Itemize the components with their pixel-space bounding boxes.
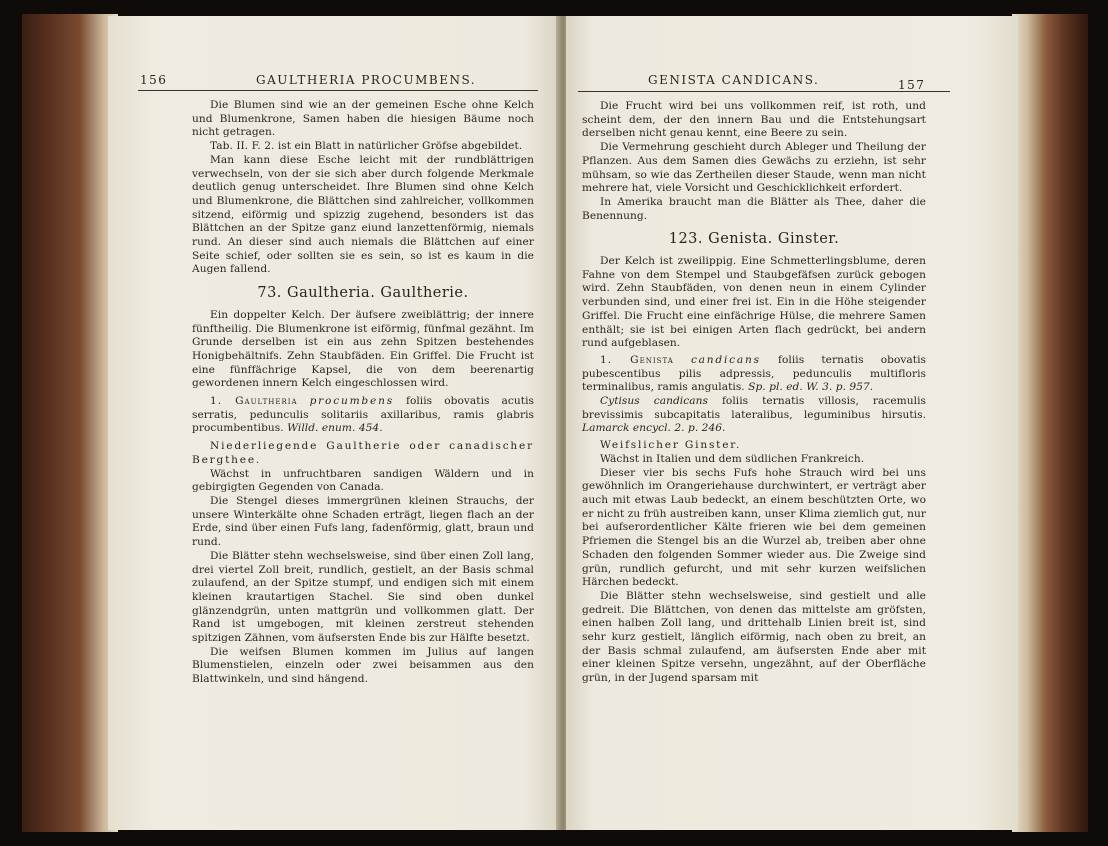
left-paragraph: Die Blumen sind wie an der gemeinen Esche ohne Kelch und Blumenkrone, Samen haben die hiesigen Bäume noch nicht getragen.: [192, 99, 534, 139]
species-text: foliis ternatis obovatis pubescentibus pilis adpressis, pedunculis multifloris terminalibus, ramis angulatis.: [582, 353, 927, 394]
species-lead: 1. Gaultheria: [210, 395, 298, 408]
right-body: [582, 100, 926, 686]
left-species-entry: [192, 395, 534, 436]
book-binding-left: [22, 14, 118, 832]
left-paragraph: Wächst in unfruchtbaren sandigen Wäldern und in gebirgigten Gegenden von Canada.: [192, 467, 534, 494]
synonym-name: Cytisus candicans: [600, 395, 708, 408]
species-text: foliis obovatis acutis serratis, pedunculis solitariis axillaribus, ramis glabris procumbentibus.: [192, 395, 534, 435]
left-paragraph: Die weifsen Blumen kommen im Julius auf langen Blumenstielen, einzeln oder zwei beisammen aus den Blattwinkeln, und sind hängend.: [192, 645, 534, 686]
right-page: [566, 16, 1018, 830]
synonym-text: foliis ternatis villosis, racemulis brevissimis subcapitatis lateralibus, leguminibus hirsutis.: [582, 395, 927, 421]
left-common-name: Niederliegende Gaultherie oder canadischer Bergthee.: [192, 440, 534, 466]
right-paragraph: Die Vermehrung geschieht durch Ableger und Theilung der Pflanzen. Aus dem Samen dies Gewächs zu erziehn, ist sehr mühsam, so wie das Zertheilen dieser Staude, wenn man nicht mehrere hat, viele Vorsicht und Geschicklichkeit erfordert.: [582, 141, 926, 195]
left-body: [192, 99, 534, 687]
species-ref: Sp. pl. ed. W. 3. p. 957.: [748, 381, 874, 394]
right-paragraph: Dieser vier bis sechs Fufs hohe Strauch wird bei uns gewöhnlich im Orangeriehause durchwintert, er verträgt aber auch mit etwas Laub bedeckt, an einem beschützten Orte, wo er nicht zu früh austreiben kann, unser Klima ziemlich gut, nur bei aufserordentlicher Kälte frieren wie bei dem gemeinen Pfriemen die Stengel bis an die Wurzel ab, treiben aber ohne Schaden den folgenden Sommer wieder aus. Die Zweige sind grün, rundlich gefurcht, und mit sehr kurzen weifslichen Härchen bedeckt.: [582, 466, 926, 589]
right-paragraph: Die Frucht wird bei uns vollkommen reif, ist roth, und scheint dem, der den innern Bau und die Entstehungsart derselben nicht genau kennt, eine Beere zu sein.: [582, 100, 926, 140]
right-paragraph: In Amerika braucht man die Blätter als Thee, daher die Benennung.: [582, 195, 926, 222]
right-page-number: 157: [898, 78, 926, 92]
species-name: procumbens: [309, 395, 394, 408]
right-paragraph: Die Blätter stehn wechselsweise, sind gestielt und alle gedreit. Die Blättchen, von denen das mittelste am gröfsten, einen halben Zoll lang, und drittehalb Linien breit ist, sind sehr kurz gestielt, länglich eiförmig, nach oben zu breit, an der Basis schmal zulaufend, am äufsersten Ende aber mit einer kleinen Spitze versehn, ungezähnt, auf der Oberfläche grün, in der Jugend sparsam mit: [582, 589, 926, 685]
right-header-rule: [578, 91, 950, 92]
species-ref: Willd. enum. 454.: [287, 422, 383, 435]
right-section-title: 123. Genista. Ginster.: [668, 231, 840, 248]
left-paragraph: Die Blätter stehn wechselsweise, sind über einen Zoll lang, drei viertel Zoll breit, rundlich, gestielt, an der Basis schmal zulaufend, an der Spitze stumpf, und endigen sich mit einem kleinen krautartigen Stachel. Sie sind oben dunkel glänzendgrün, unten mattgrün und vollkommen glatt. Der Rand ist umgebogen, mit kleinen zerstreut stehenden spitzigen Zähnen, vom äufsersten Ende bis zur Hälfte besetzt.: [192, 549, 534, 645]
right-common-name: Weifslicher Ginster.: [600, 439, 742, 452]
right-section-paragraph: Der Kelch ist zweilippig. Eine Schmetterlingsblume, deren Fahne von dem Stempel und Staubgefäfsen zurück gebogen wird. Zehn Staubfäden, von denen neun in einem Cylinder verbunden sind, und einer frei ist. Ein in die Höhe steigender Griffel. Die Frucht eine einfächrige Hülse, die mehrere Samen enthält; sie ist bei einigen Arten flach gedrückt, bei andern rund aufgeblasen.: [582, 255, 926, 350]
right-species-entry: [582, 354, 926, 395]
left-paragraph: Tab. II. F. 2. ist ein Blatt in natürlicher Gröfse abgebildet.: [210, 140, 523, 153]
left-header-rule: [138, 90, 538, 91]
species-lead: 1. Genista: [600, 353, 674, 366]
left-paragraph: Die Stengel dieses immergrünen kleinen Strauchs, der unsere Winterkälte ohne Schaden erträgt, liegen flach an der Erde, sind über einen Fufs lang, fadenförmig, glatt, braun und rund.: [192, 494, 534, 549]
left-section-title: 73. Gaultheria. Gaultherie.: [257, 285, 469, 302]
right-synonym-entry: [582, 395, 926, 436]
left-paragraph: Man kann diese Esche leicht mit der rundblättrigen verwechseln, von der sie sich aber durch folgende Merkmale deutlich genug unterscheidet. Ihre Blumen sind ohne Kelch und Blumenkrone, die Blättchen sind zahlreicher, vollkommen sitzend, eiförmig und spizzig zugehend, besonders ist das Blättchen an der Spitze ganz eiund lanzettenförmig, niemals rund. An dieser sind auch niemals die Blättchen auf einer Seite schief, oder sollten sie es sein, so ist es kaum in die Augen fallend.: [192, 153, 534, 276]
left-section-paragraph: Ein doppelter Kelch. Der äufsere zweiblättrig; der innere fünftheilig. Die Blumenkrone ist eiförmig, fünfmal gezähnt. Im Grunde derselben ist ein aus zehn Spitzen bestehendes Honigbehältnifs. Zehn Staubfäden. Ein Griffel. Die Frucht ist eine fünffächrige Kapsel, die von dem beerenartig gewordenen innern Kelch eingeschlossen wird.: [192, 308, 534, 390]
left-page-number: 156: [140, 73, 168, 87]
species-name: candicans: [690, 353, 761, 366]
left-page: [108, 16, 560, 830]
left-running-head: GAULTHERIA PROCUMBENS.: [256, 73, 477, 87]
right-running-head: GENISTA CANDICANS.: [648, 73, 820, 87]
book-binding-right: [1012, 14, 1088, 832]
synonym-ref: Lamarck encycl. 2. p. 246.: [582, 422, 726, 435]
right-paragraph: Wächst in Italien und dem südlichen Frankreich.: [600, 452, 865, 465]
